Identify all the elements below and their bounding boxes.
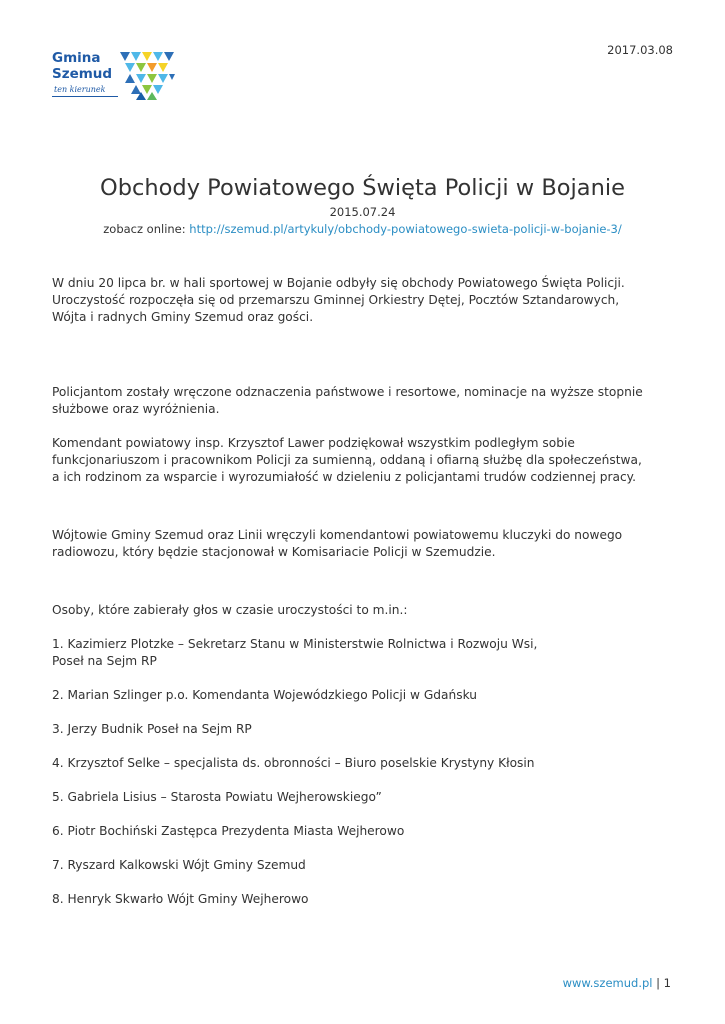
online-link-row <box>0 222 725 236</box>
paragraph-1: W dniu 20 lipca br. w hali sportowej w Bojanie odbyły się obchody Powiatowego Święta Policji. Uroczystość rozpoczęła się od przemarszu Gminnej Orkiestry Dętej, Pocztów Sztandarowych, Wójta i radnych Gminy Szemud oraz gości. <box>52 276 625 324</box>
paragraph-4: Wójtowie Gminy Szemud oraz Linii wręczyli komendantowi powiatowemu kluczyki do nowego radiowozu, który będzie stacjonował w Komisariacie Policji w Szemudzie. <box>52 528 623 559</box>
list-item-speaker-8: 8. Henryk Skwarło Wójt Gminy Wejherowo <box>52 892 309 906</box>
page-number: 1 <box>663 976 671 990</box>
document-date: 2017.03.08 <box>607 43 673 57</box>
list-item-speaker-2: 2. Marian Szlinger p.o. Komendanta Wojewódzkiego Policji w Gdańsku <box>52 688 477 702</box>
footer-separator: | <box>656 976 661 990</box>
logo-triangles-icon <box>118 50 176 102</box>
article-body <box>52 275 652 908</box>
list-item-speaker-5: 5. Gabriela Lisius – Starosta Powiatu Wejherowskiego” <box>52 790 382 804</box>
list-item-speaker-7: 7. Ryszard Kalkowski Wójt Gminy Szemud <box>52 858 306 872</box>
list-item-speaker-1: 1. Kazimierz Plotzke – Sekretarz Stanu w Ministerstwie Rolnictwa i Rozwoju Wsi, Poseł na Sejm RP <box>52 637 538 668</box>
gmina-szemud-logo <box>52 50 177 104</box>
list-item-speaker-6: 6. Piotr Bochiński Zastępca Prezydenta Miasta Wejherowo <box>52 824 405 838</box>
logo-text-gmina: Gmina <box>52 50 101 66</box>
footer-site-link[interactable]: www.szemud.pl <box>562 976 653 990</box>
page-footer <box>563 976 671 990</box>
online-label: zobacz online: <box>103 222 186 236</box>
paragraph-3: Komendant powiatowy insp. Krzysztof Lawer podziękował wszystkim podległym sobie funkcjonariuszom i pracownikom Policji za sumienną, oddaną i ofiarną służbę dla społeczeństwa, a ich rodzinom za wsparcie i wyrozumiałość w dzieleniu z policjantami trudów codziennej pracy. <box>52 436 642 484</box>
paragraph-5: Osoby, które zabierały głos w czasie uroczystości to m.in.: <box>52 603 408 617</box>
article-date: 2015.07.24 <box>329 205 396 219</box>
article-url-link[interactable]: http://szemud.pl/artykuly/obchody-powiatowego-swieta-policji-w-bojanie-3/ <box>189 222 622 236</box>
logo-underline <box>52 96 118 97</box>
article-title: Obchody Powiatowego Święta Policji w Bojanie <box>100 175 625 201</box>
paragraph-2: Policjantom zostały wręczone odznaczenia państwowe i resortowe, nominacje na wyższe stopnie służbowe oraz wyróżnienia. <box>52 385 643 416</box>
logo-tagline: ten kierunek <box>54 85 106 94</box>
list-item-speaker-3: 3. Jerzy Budnik Poseł na Sejm RP <box>52 722 252 736</box>
logo-text-szemud: Szemud <box>52 66 113 82</box>
list-item-speaker-4: 4. Krzysztof Selke – specjalista ds. obronności – Biuro poselskie Krystyny Kłosin <box>52 756 535 770</box>
